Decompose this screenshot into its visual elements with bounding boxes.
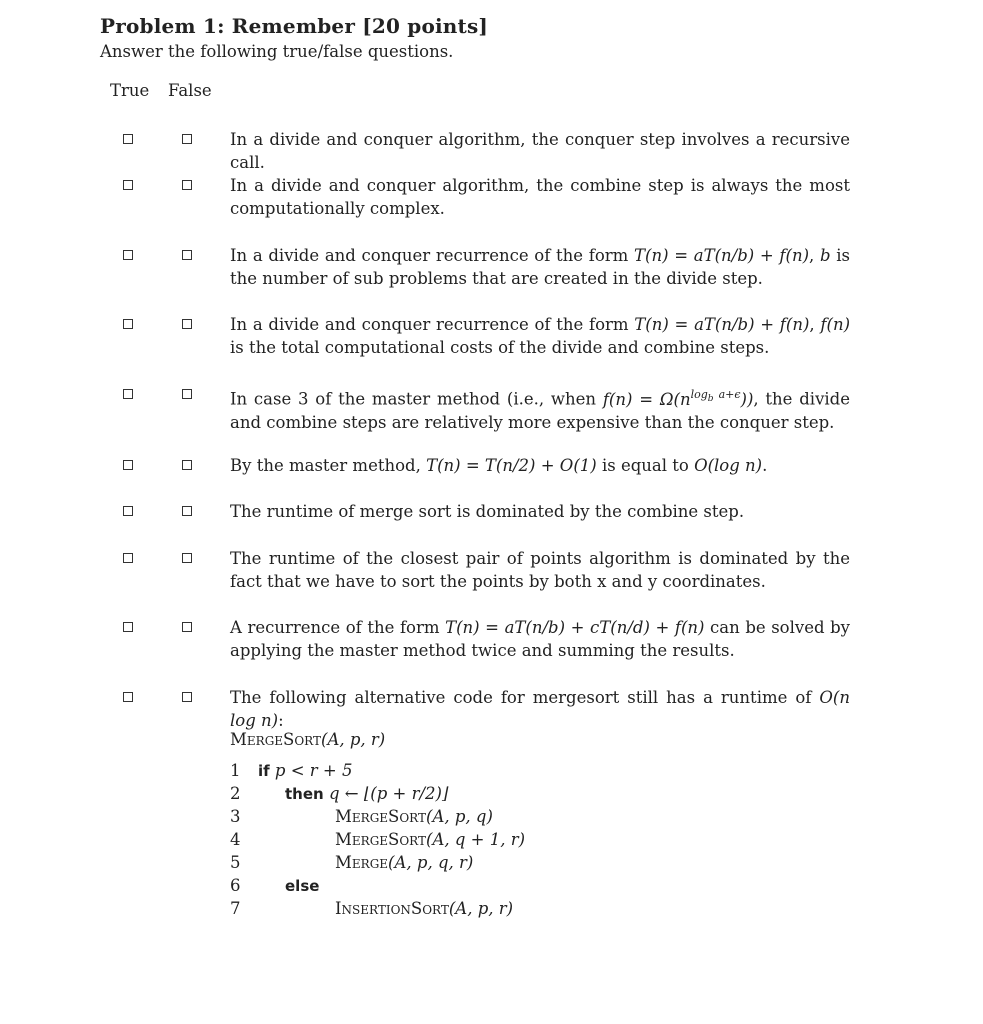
line-number: 3: [230, 807, 241, 826]
procedure-args: (A, p, q): [426, 807, 493, 826]
procedure-call: MergeSort: [335, 830, 427, 849]
true-checkbox[interactable]: [123, 553, 133, 563]
line-number: 7: [230, 899, 241, 918]
math-expression: O(n log n): [230, 688, 850, 730]
line-number: 4: [230, 830, 241, 849]
math-expression: T(n) = aT(n/b) + f(n): [634, 315, 810, 334]
true-checkbox[interactable]: [123, 692, 133, 702]
false-checkbox[interactable]: [182, 506, 192, 516]
math-expression: T(n) = aT(n/b) + cT(n/d) + f(n): [445, 618, 705, 637]
page-title: Problem 1: Remember [20 points]: [100, 14, 489, 38]
math-variable: b: [819, 246, 831, 265]
question-text: In a divide and conquer algorithm, the combine step is always the most computationally complex.: [230, 176, 850, 218]
line-number: 6: [230, 876, 241, 895]
true-checkbox[interactable]: [123, 460, 133, 470]
procedure-call: InsertionSort: [335, 899, 449, 918]
question-text: In a divide and conquer recurrence of the form T(n) = aT(n/b) + f(n), b is the number of sub problems that are created in the divide step.: [230, 246, 850, 288]
line-number: 5: [230, 853, 241, 872]
math-expression: $f(n) = \Omega(n^{log_b a+\epsilon})$): [602, 388, 754, 409]
code-expression: p < r + 5: [274, 761, 353, 780]
code-expression: q ← ⌊(p + r/2)⌋: [328, 784, 449, 803]
procedure-args: (A, p, r): [448, 899, 514, 918]
procedure-call: MergeSort: [335, 807, 427, 826]
question-text: In a divide and conquer algorithm, the conquer step involves a recursive call.: [230, 130, 850, 172]
question-text: The following alternative code for mergesort still has a runtime of O(n log n):: [230, 688, 850, 730]
false-checkbox[interactable]: [182, 180, 192, 190]
question-text: A recurrence of the form T(n) = aT(n/b) + cT(n/d) + f(n) can be solved by applying the master method twice and summing the results.: [230, 618, 850, 660]
keyword: else: [285, 877, 320, 895]
false-checkbox[interactable]: [182, 553, 192, 563]
procedure-call: Merge: [335, 853, 389, 872]
true-checkbox[interactable]: [123, 134, 133, 144]
false-checkbox[interactable]: [182, 134, 192, 144]
line-number: 1: [230, 761, 241, 780]
question-text: By the master method, T(n) = T(n/2) + O(1) is equal to O(log n).: [230, 456, 768, 475]
math-expression: T(n) = T(n/2) + O(1): [426, 456, 597, 475]
instructions-text: Answer the following true/false questions.: [100, 42, 454, 61]
keyword: if: [258, 762, 270, 780]
procedure-args: (A, p, q, r): [388, 853, 474, 872]
true-checkbox[interactable]: [123, 319, 133, 329]
question-text: In case 3 of the master method (i.e., when $f(n) = \Omega(n^{log_b a+\epsilon})$), the divide and combine steps are relatively more expensive than the conquer step.: [230, 388, 850, 433]
true-checkbox[interactable]: [123, 250, 133, 260]
false-checkbox[interactable]: [182, 389, 192, 399]
question-text: The runtime of the closest pair of points algorithm is dominated by the fact that we have to sort the points by both x and y coordinates.: [230, 549, 850, 591]
question-text: The runtime of merge sort is dominated by the combine step.: [230, 502, 745, 521]
true-checkbox[interactable]: [123, 180, 133, 190]
keyword: then: [285, 785, 324, 803]
procedure-name: MergeSort: [230, 730, 322, 749]
false-checkbox[interactable]: [182, 460, 192, 470]
procedure-args: (A, q + 1, r): [426, 830, 526, 849]
false-checkbox[interactable]: [182, 692, 192, 702]
false-checkbox[interactable]: [182, 622, 192, 632]
true-checkbox[interactable]: [123, 622, 133, 632]
math-variable: f(n): [820, 315, 851, 334]
math-expression: T(n) = aT(n/b) + f(n): [634, 246, 810, 265]
column-header-false: False: [168, 81, 212, 100]
algorithm-signature: [230, 730, 385, 749]
true-checkbox[interactable]: [123, 506, 133, 516]
false-checkbox[interactable]: [182, 250, 192, 260]
math-expression: O(log n): [694, 456, 763, 475]
question-text: In a divide and conquer recurrence of the form T(n) = aT(n/b) + f(n), f(n) is the total computational costs of the divide and combine steps.: [230, 315, 851, 357]
false-checkbox[interactable]: [182, 319, 192, 329]
line-number: 2: [230, 784, 241, 803]
column-header-true: True: [110, 81, 150, 100]
procedure-params: (A, p, r): [321, 730, 386, 749]
true-checkbox[interactable]: [123, 389, 133, 399]
